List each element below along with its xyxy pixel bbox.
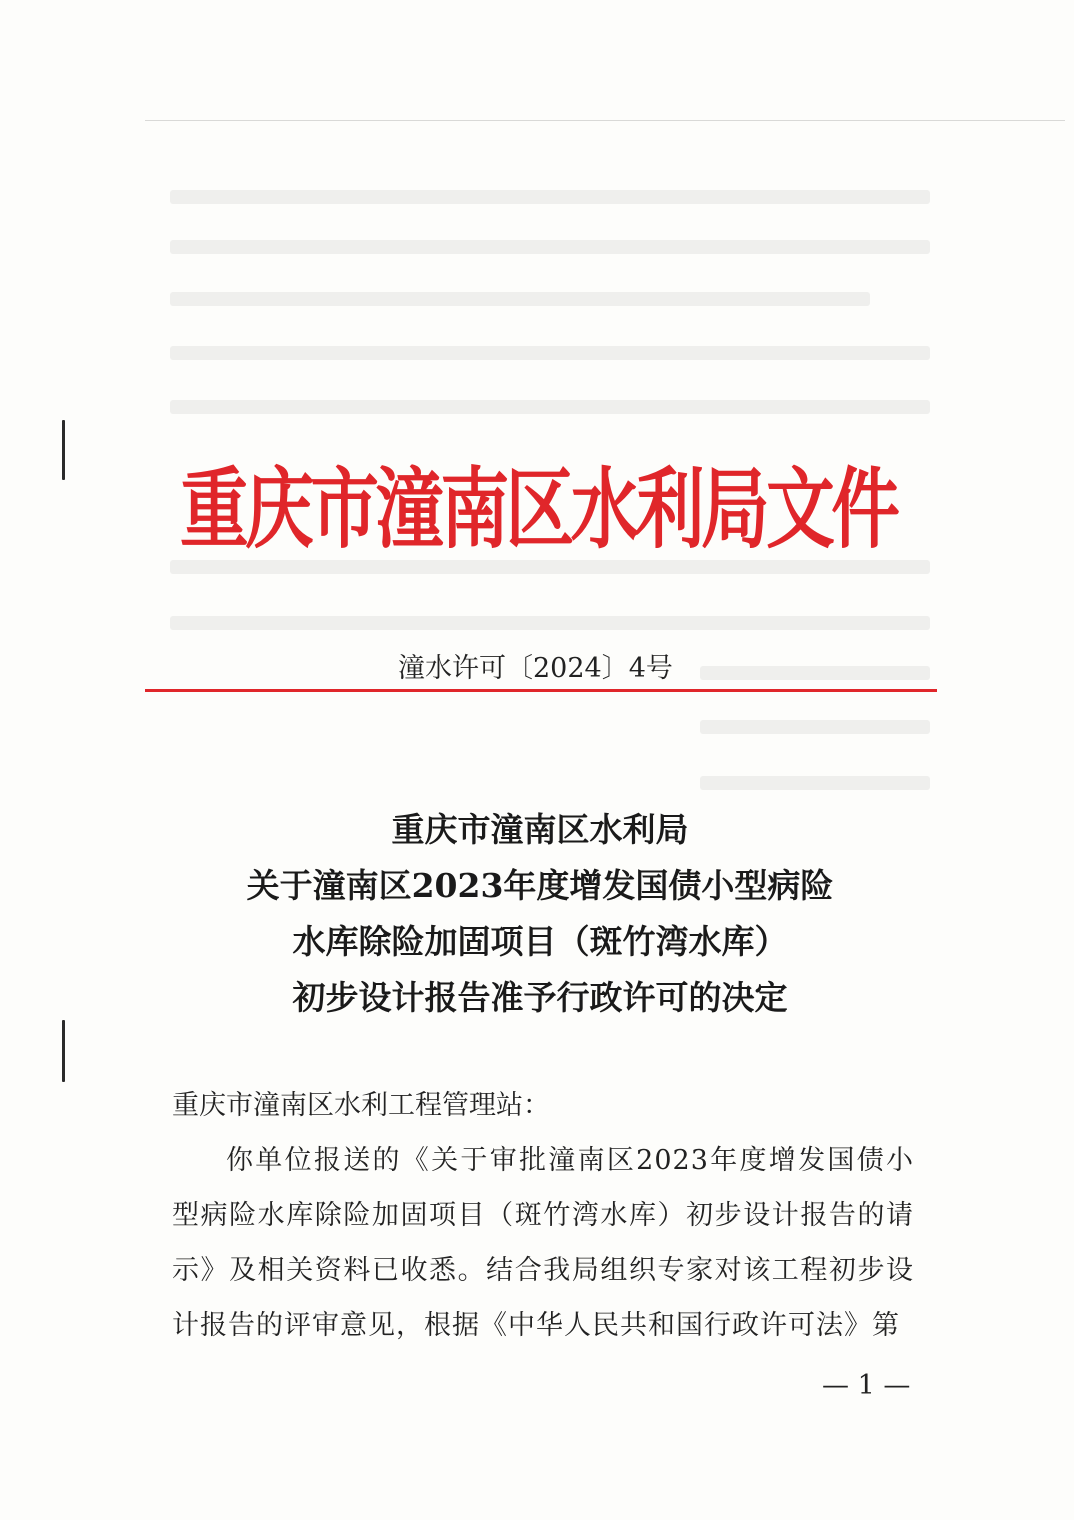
bleed-through-text [170,346,930,360]
addressee: 重庆市潼南区水利工程管理站： [172,1090,550,1121]
bleed-through-text [700,666,930,680]
heading-line: 重庆市潼南区水利局 [391,810,689,849]
page-number: — 1 — [822,1370,911,1401]
bleed-through-text [170,400,930,414]
document-heading [140,802,940,1026]
bleed-through-text [170,190,930,204]
bleed-through-text [170,616,930,630]
heading-line: 初步设计报告准予行政许可的决定 [292,978,788,1017]
bleed-through-text [700,720,930,734]
issuer-title: 重庆市潼南区水利局文件 [180,460,897,561]
red-divider-line [145,689,937,692]
heading-line: 水库除险加固项目（斑竹湾水库） [292,922,788,961]
bleed-through-text [170,240,930,254]
document-number: 潼水许可〔2024〕4号 [398,653,673,684]
binding-mark-bottom [62,1020,65,1082]
body-paragraph: 你单位报送的《关于审批潼南区2023年度增发国债小型病险水库除险加固项目（斑竹湾水库）初步设计报告的请示》及相关资料已收悉。结合我局组织专家对该工程初步设计报告的评审意见，根据《中华人民共和国行政许可法》第 [172,1145,914,1341]
document-body [172,1078,914,1353]
bleed-through-text [700,776,930,790]
scan-edge-line [145,120,1065,121]
binding-mark-top [62,420,65,480]
bleed-through-text [170,292,870,306]
heading-line: 关于潼南区2023年度增发国债小型病险 [246,866,834,905]
